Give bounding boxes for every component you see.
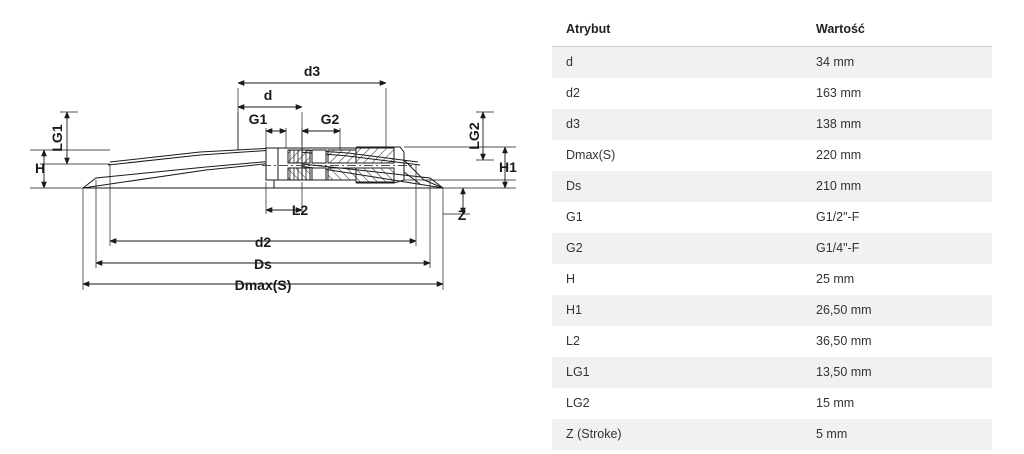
cell-value: 220 mm [816, 148, 862, 162]
cell-attribute: H1 [566, 303, 582, 317]
cell-attribute: LG2 [566, 396, 590, 410]
table-row [552, 233, 992, 264]
table-row [552, 202, 992, 233]
table-row [552, 171, 992, 202]
label-dmax: Dmax(S) [234, 277, 292, 293]
table-body [552, 47, 992, 451]
cell-value: G1/4"-F [816, 241, 860, 255]
table-header-row [552, 14, 992, 47]
label-h1: H1 [499, 159, 517, 175]
cell-attribute: G2 [566, 241, 583, 255]
table-row [552, 357, 992, 388]
table-row [552, 326, 992, 357]
label-lg2: LG2 [466, 122, 482, 150]
table-row [552, 140, 992, 171]
cell-value: 36,50 mm [816, 334, 872, 348]
label-h: H [34, 160, 46, 176]
cell-value: G1/2"-F [816, 210, 860, 224]
cell-value: 163 mm [816, 86, 862, 100]
table-row [552, 388, 992, 419]
label-g1: G1 [248, 111, 268, 127]
cell-attribute: LG1 [566, 365, 590, 379]
label-d: d [263, 87, 273, 103]
cell-value: 25 mm [816, 272, 855, 286]
spec-table [552, 14, 992, 450]
cell-value: 26,50 mm [816, 303, 872, 317]
cell-attribute: H [566, 272, 576, 286]
table-row [552, 295, 992, 326]
header-attribute: Atrybut [552, 14, 802, 47]
cell-value: 5 mm [816, 427, 848, 441]
cell-value: 15 mm [816, 396, 855, 410]
label-d2: d2 [254, 234, 272, 250]
table-row [552, 109, 992, 140]
cell-attribute: G1 [566, 210, 583, 224]
cell-attribute: Dmax(S) [566, 148, 616, 162]
cell-attribute: d2 [566, 86, 580, 100]
label-lg1: LG1 [49, 124, 65, 152]
cell-attribute: d [566, 55, 573, 69]
cell-value: 210 mm [816, 179, 862, 193]
cell-value: 138 mm [816, 117, 862, 131]
cell-value: 34 mm [816, 55, 855, 69]
table-row [552, 47, 992, 79]
label-l2: L2 [291, 202, 309, 218]
label-g2: G2 [320, 111, 340, 127]
table-row [552, 78, 992, 109]
header-value: Wartość [802, 14, 992, 47]
label-ds: Ds [254, 256, 272, 272]
cell-value: 13,50 mm [816, 365, 872, 379]
table-row [552, 419, 992, 450]
cell-attribute: Ds [566, 179, 582, 193]
cell-attribute: Z (Stroke) [566, 427, 622, 441]
table-row [552, 264, 992, 295]
cell-attribute: L2 [566, 334, 580, 348]
cell-attribute: d3 [566, 117, 580, 131]
spec-table-panel [552, 14, 992, 450]
label-z: Z [457, 207, 467, 223]
label-d3: d3 [303, 63, 321, 79]
